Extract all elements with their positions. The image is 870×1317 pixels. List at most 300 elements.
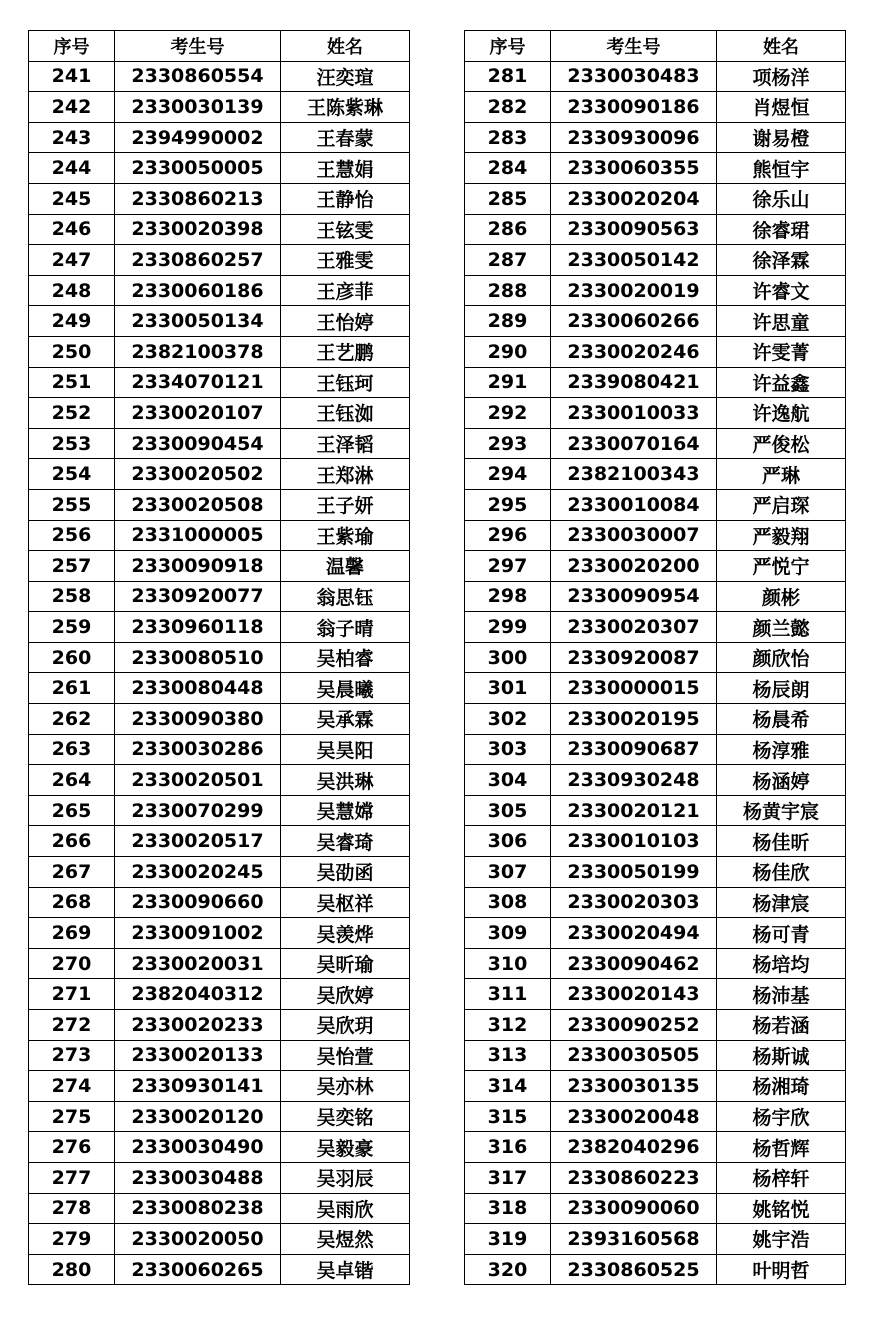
- cell-name: 项杨洋: [717, 61, 846, 92]
- cell-name: 吴昊阳: [281, 734, 410, 765]
- table-row: [465, 336, 846, 367]
- cell-seq: 302: [465, 704, 551, 735]
- cell-seq: 289: [465, 306, 551, 337]
- table-row: [29, 459, 410, 490]
- table-row: [29, 826, 410, 857]
- table-row: [465, 887, 846, 918]
- cell-exam-id: 2382100343: [551, 459, 717, 490]
- table-row: [465, 122, 846, 153]
- cell-exam-id: 2330070164: [551, 428, 717, 459]
- table-row: [465, 857, 846, 888]
- cell-exam-id: 2330080238: [115, 1193, 281, 1224]
- cell-seq: 282: [465, 92, 551, 123]
- cell-name: 颜兰懿: [717, 612, 846, 643]
- header-row: [29, 31, 410, 62]
- cell-exam-id: 2330860223: [551, 1162, 717, 1193]
- cell-exam-id: 2330020204: [551, 183, 717, 214]
- cell-seq: 269: [29, 918, 115, 949]
- cell-name: 翁思钰: [281, 581, 410, 612]
- cell-name: 颜欣怡: [717, 642, 846, 673]
- cell-seq: 308: [465, 887, 551, 918]
- cell-seq: 265: [29, 795, 115, 826]
- cell-name: 杨哲辉: [717, 1132, 846, 1163]
- cell-name: 王钰洳: [281, 398, 410, 429]
- table-row: [29, 214, 410, 245]
- cell-name: 杨佳昕: [717, 826, 846, 857]
- header-name: 姓名: [281, 31, 410, 62]
- cell-seq: 283: [465, 122, 551, 153]
- cell-exam-id: 2330030505: [551, 1040, 717, 1071]
- table-row: [29, 520, 410, 551]
- table-row: [29, 581, 410, 612]
- cell-name: 吴柏睿: [281, 642, 410, 673]
- table-row: [465, 398, 846, 429]
- table-row: [29, 489, 410, 520]
- cell-name: 姚铭悦: [717, 1193, 846, 1224]
- table-row: [465, 92, 846, 123]
- cell-exam-id: 2330930141: [115, 1071, 281, 1102]
- cell-seq: 313: [465, 1040, 551, 1071]
- table-row: [465, 367, 846, 398]
- cell-exam-id: 2330020195: [551, 704, 717, 735]
- cell-name: 许思童: [717, 306, 846, 337]
- cell-seq: 294: [465, 459, 551, 490]
- cell-name: 王怡婷: [281, 306, 410, 337]
- table-row: [465, 918, 846, 949]
- cell-name: 吴欣婷: [281, 979, 410, 1010]
- table-row: [465, 948, 846, 979]
- table-row: [29, 857, 410, 888]
- cell-seq: 320: [465, 1254, 551, 1285]
- cell-name: 温馨: [281, 551, 410, 582]
- table-row: [29, 336, 410, 367]
- cell-name: 许益鑫: [717, 367, 846, 398]
- cell-name: 许逸航: [717, 398, 846, 429]
- cell-exam-id: 2330030490: [115, 1132, 281, 1163]
- table-row: [465, 1162, 846, 1193]
- cell-exam-id: 2330060186: [115, 275, 281, 306]
- table-row: [465, 214, 846, 245]
- cell-name: 王泽韬: [281, 428, 410, 459]
- cell-exam-id: 2382100378: [115, 336, 281, 367]
- table-row: [29, 918, 410, 949]
- cell-exam-id: 2330090660: [115, 887, 281, 918]
- cell-name: 汪奕瑄: [281, 61, 410, 92]
- cell-name: 杨沛基: [717, 979, 846, 1010]
- table-row: [29, 1040, 410, 1071]
- cell-name: 吴欣玥: [281, 1010, 410, 1041]
- table-row: [465, 979, 846, 1010]
- cell-exam-id: 2330020133: [115, 1040, 281, 1071]
- table-row: [29, 428, 410, 459]
- cell-seq: 307: [465, 857, 551, 888]
- cell-name: 严琳: [717, 459, 846, 490]
- header-seq: 序号: [465, 31, 551, 62]
- cell-exam-id: 2330020398: [115, 214, 281, 245]
- table-row: [29, 61, 410, 92]
- cell-name: 杨梓轩: [717, 1162, 846, 1193]
- cell-seq: 275: [29, 1101, 115, 1132]
- cell-name: 杨若涵: [717, 1010, 846, 1041]
- table-row: [465, 581, 846, 612]
- cell-name: 严俊松: [717, 428, 846, 459]
- cell-name: 王彦菲: [281, 275, 410, 306]
- cell-exam-id: 2330860554: [115, 61, 281, 92]
- cell-seq: 276: [29, 1132, 115, 1163]
- cell-seq: 284: [465, 153, 551, 184]
- header-exam-id: 考生号: [551, 31, 717, 62]
- cell-exam-id: 2330050199: [551, 857, 717, 888]
- table-row: [465, 1101, 846, 1132]
- cell-exam-id: 2330020494: [551, 918, 717, 949]
- table-row: [29, 306, 410, 337]
- table-row: [465, 275, 846, 306]
- cell-seq: 274: [29, 1071, 115, 1102]
- cell-exam-id: 2330930248: [551, 765, 717, 796]
- cell-name: 杨斯诚: [717, 1040, 846, 1071]
- table-row: [465, 795, 846, 826]
- table-row: [465, 826, 846, 857]
- table-row: [465, 734, 846, 765]
- cell-name: 吴枢祥: [281, 887, 410, 918]
- cell-exam-id: 2394990002: [115, 122, 281, 153]
- cell-name: 许睿文: [717, 275, 846, 306]
- cell-exam-id: 2330020031: [115, 948, 281, 979]
- table-row: [465, 1071, 846, 1102]
- cell-seq: 291: [465, 367, 551, 398]
- cell-exam-id: 2330060265: [115, 1254, 281, 1285]
- cell-name: 吴亦林: [281, 1071, 410, 1102]
- cell-name: 熊恒宇: [717, 153, 846, 184]
- cell-exam-id: 2330010084: [551, 489, 717, 520]
- cell-name: 谢易橙: [717, 122, 846, 153]
- cell-seq: 241: [29, 61, 115, 92]
- cell-exam-id: 2330030483: [551, 61, 717, 92]
- cell-seq: 255: [29, 489, 115, 520]
- cell-seq: 295: [465, 489, 551, 520]
- cell-seq: 268: [29, 887, 115, 918]
- table-row: [29, 734, 410, 765]
- cell-exam-id: 2330090380: [115, 704, 281, 735]
- cell-exam-id: 2330091002: [115, 918, 281, 949]
- table-row: [465, 673, 846, 704]
- cell-exam-id: 2330860257: [115, 245, 281, 276]
- cell-exam-id: 2330020307: [551, 612, 717, 643]
- cell-seq: 244: [29, 153, 115, 184]
- cell-seq: 251: [29, 367, 115, 398]
- cell-seq: 254: [29, 459, 115, 490]
- cell-seq: 277: [29, 1162, 115, 1193]
- cell-name: 吴晨曦: [281, 673, 410, 704]
- cell-name: 吴毅豪: [281, 1132, 410, 1163]
- table-row: [29, 1224, 410, 1255]
- cell-exam-id: 2330090252: [551, 1010, 717, 1041]
- cell-name: 徐泽霖: [717, 245, 846, 276]
- table-row: [465, 551, 846, 582]
- cell-exam-id: 2330090060: [551, 1193, 717, 1224]
- cell-exam-id: 2330920077: [115, 581, 281, 612]
- cell-name: 吴承霖: [281, 704, 410, 735]
- cell-seq: 312: [465, 1010, 551, 1041]
- cell-name: 杨津宸: [717, 887, 846, 918]
- cell-name: 吴雨欣: [281, 1193, 410, 1224]
- cell-seq: 272: [29, 1010, 115, 1041]
- cell-name: 吴睿琦: [281, 826, 410, 857]
- cell-seq: 305: [465, 795, 551, 826]
- table-row: [465, 183, 846, 214]
- cell-seq: 246: [29, 214, 115, 245]
- cell-seq: 279: [29, 1224, 115, 1255]
- table-row: [29, 765, 410, 796]
- cell-seq: 304: [465, 765, 551, 796]
- cell-exam-id: 2334070121: [115, 367, 281, 398]
- cell-exam-id: 2330020120: [115, 1101, 281, 1132]
- cell-exam-id: 2330030488: [115, 1162, 281, 1193]
- cell-exam-id: 2330090563: [551, 214, 717, 245]
- cell-exam-id: 2330090687: [551, 734, 717, 765]
- cell-seq: 267: [29, 857, 115, 888]
- table-row: [29, 887, 410, 918]
- header-exam-id: 考生号: [115, 31, 281, 62]
- cell-exam-id: 2330960118: [115, 612, 281, 643]
- cell-exam-id: 2330030286: [115, 734, 281, 765]
- cell-seq: 319: [465, 1224, 551, 1255]
- cell-name: 吴煜然: [281, 1224, 410, 1255]
- cell-exam-id: 2331000005: [115, 520, 281, 551]
- cell-seq: 243: [29, 122, 115, 153]
- table-row: [29, 92, 410, 123]
- cell-seq: 270: [29, 948, 115, 979]
- cell-name: 吴昕瑜: [281, 948, 410, 979]
- cell-exam-id: 2330020121: [551, 795, 717, 826]
- cell-seq: 287: [465, 245, 551, 276]
- cell-name: 杨宇欣: [717, 1101, 846, 1132]
- cell-exam-id: 2330020050: [115, 1224, 281, 1255]
- cell-seq: 298: [465, 581, 551, 612]
- cell-seq: 299: [465, 612, 551, 643]
- cell-exam-id: 2382040296: [551, 1132, 717, 1163]
- cell-exam-id: 2330020502: [115, 459, 281, 490]
- cell-name: 吴羡烨: [281, 918, 410, 949]
- cell-seq: 286: [465, 214, 551, 245]
- header-name: 姓名: [717, 31, 846, 62]
- cell-seq: 273: [29, 1040, 115, 1071]
- cell-seq: 262: [29, 704, 115, 735]
- cell-name: 王子妍: [281, 489, 410, 520]
- cell-exam-id: 2330030135: [551, 1071, 717, 1102]
- table-row: [465, 765, 846, 796]
- table-row: [465, 459, 846, 490]
- table-row: [29, 1254, 410, 1285]
- cell-exam-id: 2393160568: [551, 1224, 717, 1255]
- cell-name: 杨可青: [717, 918, 846, 949]
- cell-seq: 257: [29, 551, 115, 582]
- cell-exam-id: 2382040312: [115, 979, 281, 1010]
- table-row: [29, 1101, 410, 1132]
- table-row: [465, 1010, 846, 1041]
- cell-exam-id: 2330020200: [551, 551, 717, 582]
- table-row: [29, 1193, 410, 1224]
- cell-seq: 256: [29, 520, 115, 551]
- cell-exam-id: 2330860213: [115, 183, 281, 214]
- cell-exam-id: 2330060266: [551, 306, 717, 337]
- cell-exam-id: 2330050134: [115, 306, 281, 337]
- table-row: [29, 704, 410, 735]
- cell-exam-id: 2330030139: [115, 92, 281, 123]
- cell-exam-id: 2330020019: [551, 275, 717, 306]
- table-row: [29, 612, 410, 643]
- cell-seq: 301: [465, 673, 551, 704]
- cell-seq: 315: [465, 1101, 551, 1132]
- cell-name: 严毅翔: [717, 520, 846, 551]
- table-row: [465, 61, 846, 92]
- cell-seq: 249: [29, 306, 115, 337]
- cell-exam-id: 2330080510: [115, 642, 281, 673]
- cell-name: 叶明哲: [717, 1254, 846, 1285]
- cell-name: 吴劭函: [281, 857, 410, 888]
- cell-seq: 303: [465, 734, 551, 765]
- cell-seq: 292: [465, 398, 551, 429]
- cell-name: 王陈紫琳: [281, 92, 410, 123]
- cell-name: 翁子晴: [281, 612, 410, 643]
- cell-seq: 285: [465, 183, 551, 214]
- table-row: [29, 153, 410, 184]
- cell-seq: 310: [465, 948, 551, 979]
- cell-exam-id: 2330930096: [551, 122, 717, 153]
- cell-name: 杨辰朗: [717, 673, 846, 704]
- cell-name: 吴奕铭: [281, 1101, 410, 1132]
- table-row: [29, 183, 410, 214]
- cell-seq: 263: [29, 734, 115, 765]
- cell-seq: 242: [29, 92, 115, 123]
- table-row: [465, 520, 846, 551]
- table-row: [29, 398, 410, 429]
- cell-name: 颜彬: [717, 581, 846, 612]
- cell-exam-id: 2330030007: [551, 520, 717, 551]
- roster-table-left: [28, 30, 410, 1285]
- table-row: [465, 612, 846, 643]
- cell-name: 吴怡萱: [281, 1040, 410, 1071]
- cell-seq: 264: [29, 765, 115, 796]
- cell-exam-id: 2330020501: [115, 765, 281, 796]
- table-row: [29, 979, 410, 1010]
- header-row: [465, 31, 846, 62]
- table-row: [29, 642, 410, 673]
- cell-seq: 266: [29, 826, 115, 857]
- cell-exam-id: 2339080421: [551, 367, 717, 398]
- cell-name: 吴洪琳: [281, 765, 410, 796]
- cell-exam-id: 2330020245: [115, 857, 281, 888]
- cell-name: 杨晨希: [717, 704, 846, 735]
- table-row: [465, 428, 846, 459]
- cell-seq: 300: [465, 642, 551, 673]
- table-row: [465, 245, 846, 276]
- cell-name: 王雅雯: [281, 245, 410, 276]
- cell-name: 王静怡: [281, 183, 410, 214]
- cell-exam-id: 2330090462: [551, 948, 717, 979]
- cell-seq: 250: [29, 336, 115, 367]
- cell-seq: 306: [465, 826, 551, 857]
- cell-name: 肖煜恒: [717, 92, 846, 123]
- cell-seq: 318: [465, 1193, 551, 1224]
- cell-seq: 278: [29, 1193, 115, 1224]
- cell-name: 王艺鹏: [281, 336, 410, 367]
- cell-name: 徐睿珺: [717, 214, 846, 245]
- header-seq: 序号: [29, 31, 115, 62]
- cell-name: 许雯菁: [717, 336, 846, 367]
- cell-name: 吴卓锴: [281, 1254, 410, 1285]
- cell-exam-id: 2330010033: [551, 398, 717, 429]
- cell-seq: 258: [29, 581, 115, 612]
- cell-name: 杨淳雅: [717, 734, 846, 765]
- cell-exam-id: 2330920087: [551, 642, 717, 673]
- cell-name: 王铉雯: [281, 214, 410, 245]
- cell-name: 杨湘琦: [717, 1071, 846, 1102]
- table-row: [465, 1254, 846, 1285]
- table-row: [29, 367, 410, 398]
- cell-exam-id: 2330090918: [115, 551, 281, 582]
- table-row: [465, 489, 846, 520]
- table-row: [29, 1071, 410, 1102]
- cell-exam-id: 2330080448: [115, 673, 281, 704]
- cell-seq: 311: [465, 979, 551, 1010]
- cell-seq: 314: [465, 1071, 551, 1102]
- cell-name: 吴慧嫦: [281, 795, 410, 826]
- cell-exam-id: 2330050142: [551, 245, 717, 276]
- cell-exam-id: 2330090954: [551, 581, 717, 612]
- table-row: [465, 1224, 846, 1255]
- cell-exam-id: 2330010103: [551, 826, 717, 857]
- table-row: [29, 1010, 410, 1041]
- cell-seq: 309: [465, 918, 551, 949]
- cell-name: 徐乐山: [717, 183, 846, 214]
- cell-seq: 281: [465, 61, 551, 92]
- cell-name: 杨佳欣: [717, 857, 846, 888]
- cell-name: 王郑淋: [281, 459, 410, 490]
- cell-name: 杨涵婷: [717, 765, 846, 796]
- table-row: [29, 551, 410, 582]
- cell-exam-id: 2330050005: [115, 153, 281, 184]
- cell-exam-id: 2330020517: [115, 826, 281, 857]
- cell-seq: 260: [29, 642, 115, 673]
- roster-table-right: [464, 30, 846, 1285]
- cell-name: 吴羽辰: [281, 1162, 410, 1193]
- table-row: [29, 673, 410, 704]
- cell-name: 王春蒙: [281, 122, 410, 153]
- cell-seq: 245: [29, 183, 115, 214]
- table-row: [465, 1193, 846, 1224]
- cell-seq: 293: [465, 428, 551, 459]
- cell-seq: 271: [29, 979, 115, 1010]
- cell-seq: 316: [465, 1132, 551, 1163]
- table-row: [29, 795, 410, 826]
- cell-exam-id: 2330020508: [115, 489, 281, 520]
- cell-exam-id: 2330860525: [551, 1254, 717, 1285]
- cell-name: 严启琛: [717, 489, 846, 520]
- cell-exam-id: 2330020303: [551, 887, 717, 918]
- cell-exam-id: 2330000015: [551, 673, 717, 704]
- cell-name: 严悦宁: [717, 551, 846, 582]
- cell-seq: 317: [465, 1162, 551, 1193]
- cell-exam-id: 2330060355: [551, 153, 717, 184]
- cell-exam-id: 2330020246: [551, 336, 717, 367]
- table-row: [465, 642, 846, 673]
- table-row: [465, 704, 846, 735]
- cell-name: 姚宇浩: [717, 1224, 846, 1255]
- table-row: [29, 122, 410, 153]
- cell-seq: 253: [29, 428, 115, 459]
- cell-seq: 252: [29, 398, 115, 429]
